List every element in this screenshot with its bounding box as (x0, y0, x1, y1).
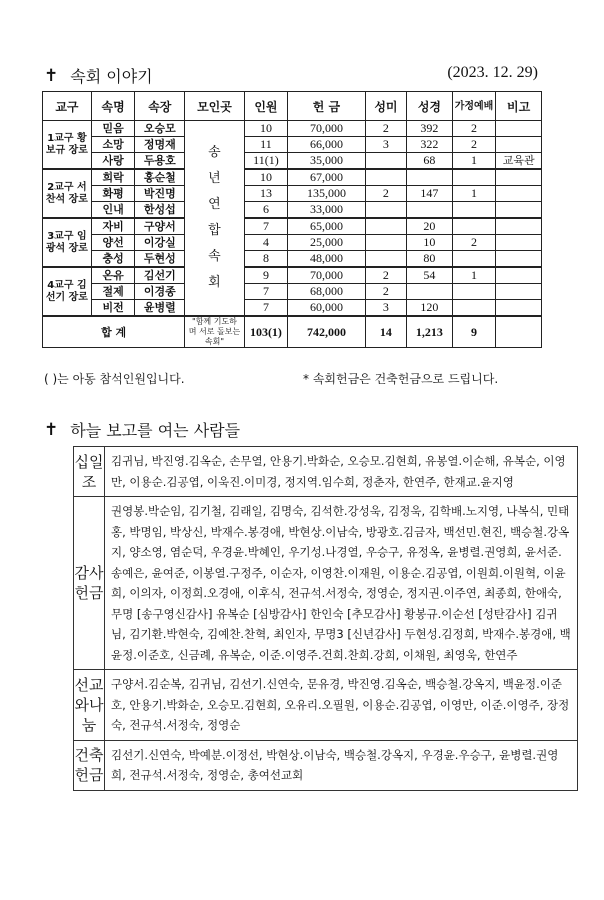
worship-cell (452, 251, 496, 268)
leader-cell: 이경종 (135, 284, 185, 300)
total-people: 103(1) (244, 316, 288, 348)
offering-cell: 67,000 (288, 169, 366, 186)
table-row (43, 153, 542, 170)
bible-cell: 80 (407, 251, 453, 268)
total-row (43, 316, 542, 348)
header-place: 모인곳 (185, 92, 244, 121)
sok-name-cell: 비전 (91, 300, 135, 317)
people-cell: 6 (244, 202, 288, 219)
table-row (43, 121, 542, 137)
worship-cell: 2 (452, 235, 496, 251)
leader-cell: 구양서 (135, 218, 185, 235)
note-cell (496, 137, 542, 153)
people-cell: 7 (244, 300, 288, 317)
people-cell: 8 (244, 251, 288, 268)
report-date: (2023. 12. 29) (447, 64, 538, 81)
rice-cell (365, 251, 406, 268)
donor-row (74, 497, 578, 670)
people-cell: 7 (244, 284, 288, 300)
note-cell (496, 300, 542, 317)
header-bible: 성경 (407, 92, 453, 121)
note-cell (496, 169, 542, 186)
bible-cell: 10 (407, 235, 453, 251)
offering-cell: 65,000 (288, 218, 366, 235)
rice-cell: 2 (365, 284, 406, 300)
total-worship: 9 (452, 316, 496, 348)
section1-title-text: 속회 이야기 (70, 67, 153, 86)
bible-cell: 54 (407, 267, 453, 284)
table-row (43, 267, 542, 284)
header-offering: 헌 금 (288, 92, 366, 121)
district-cell: 2교구 서찬석 장로 (43, 169, 92, 218)
worship-cell (452, 169, 496, 186)
table-row (43, 137, 542, 153)
attendance-table (42, 91, 542, 348)
offering-cell: 135,000 (288, 186, 366, 202)
leader-cell: 오승모 (135, 121, 185, 137)
worship-cell (452, 202, 496, 219)
donor-names: 권영봉.박순임, 김기철, 김래일, 김명숙, 김석한.강성욱, 김정욱, 김학배.노지영, 나복식, 민태홍, 박명임, 박상신, 박재수.봉경애, 박현상.이남숙, 방광호.김금자, 백선민.현진, 백승철.강옥지, 양소영, 염순덕, 우경윤.박혜인, 우기성.나경열, 우승구, 유정옥, 윤병렬.권영희, 윤서준.송예은, 윤여준, 이봉열.구정주, 이순자, 이영찬.이재원, 이용순.김공엽, 이원희.이원혁, 이윤희, 이의자, 이정희.오경애, 이후식, 전규석.서정숙, 정영순, 정지권.이주연, 최종희, 한애숙, 무명 [송구영신감사] 유복순 [심방감사] 한인숙 [추모감사] 황봉규.이순선 [성탄감사] 김귀님, 김기환.박현숙, 김예찬.찬혁, 최인자, 무명3 [신년감사] 두현성.김정희, 박재수.봉경애, 백윤정.이준호, 신금례, 유복순, 이준.이영주.건희.찬희.강희, 이채원, 최영욱, 한연주 (105, 497, 578, 670)
people-cell: 10 (244, 169, 288, 186)
worship-cell: 2 (452, 137, 496, 153)
note-cell: 교육관 (496, 153, 542, 170)
donor-names: 김선기.신연숙, 박예분.이정선, 박현상.이남숙, 백승철.강옥지, 우경윤.우승구, 윤병렬.권영희, 전규석.서정숙, 정영순, 총여선교회 (105, 740, 578, 790)
people-cell: 4 (244, 235, 288, 251)
sok-name-cell: 인내 (91, 202, 135, 219)
header-note: 비고 (496, 92, 542, 121)
rice-cell (365, 202, 406, 219)
worship-cell (452, 218, 496, 235)
leader-cell: 두용호 (135, 153, 185, 170)
people-cell: 11 (244, 137, 288, 153)
people-cell: 13 (244, 186, 288, 202)
people-cell: 11(1) (244, 153, 288, 170)
worship-cell (452, 284, 496, 300)
sok-name-cell: 양선 (91, 235, 135, 251)
note-cell (496, 251, 542, 268)
people-cell: 7 (244, 218, 288, 235)
donor-category: 감사헌금 (74, 497, 105, 670)
bible-cell: 120 (407, 300, 453, 317)
table-row (43, 169, 542, 186)
rice-cell (365, 235, 406, 251)
leader-cell: 박진명 (135, 186, 185, 202)
table-row (43, 202, 542, 219)
table-row (43, 284, 542, 300)
sok-name-cell: 충성 (91, 251, 135, 268)
total-bible: 1,213 (407, 316, 453, 348)
donor-category: 선교와나눔 (74, 670, 105, 741)
donor-table (73, 446, 578, 791)
worship-cell: 1 (452, 153, 496, 170)
offering-cell: 60,000 (288, 300, 366, 317)
sok-name-cell: 소망 (91, 137, 135, 153)
cross-icon: ✝ (44, 419, 59, 440)
donor-names: 김귀님, 박진영.김옥순, 손무열, 안용기.박화순, 오승모.김현희, 유봉열.이순해, 유복순, 이영만, 이용순.김공엽, 이욱진.이미경, 정지역.임수희, 정춘자, 한연주, 한재교.윤지영 (105, 447, 578, 497)
total-note (496, 316, 542, 348)
offering-note: * 속회헌금은 건축헌금으로 드립니다. (303, 372, 499, 386)
leader-cell: 홍순철 (135, 169, 185, 186)
bible-cell: 322 (407, 137, 453, 153)
rice-cell (365, 169, 406, 186)
offering-cell: 33,000 (288, 202, 366, 219)
leader-cell: 정명재 (135, 137, 185, 153)
section2-title-text: 하늘 보고를 여는 사람들 (70, 421, 241, 440)
donor-category: 십일조 (74, 447, 105, 497)
rice-cell: 2 (365, 121, 406, 137)
rice-cell: 3 (365, 137, 406, 153)
note-cell (496, 202, 542, 219)
sok-name-cell: 희락 (91, 169, 135, 186)
total-rice: 14 (365, 316, 406, 348)
note-cell (496, 235, 542, 251)
donor-names: 구양서.김순복, 김귀님, 김선기.신연숙, 문유경, 박진영.김옥순, 백승철.강옥지, 백윤정.이준호, 안용기.박화순, 오승모.김현희, 오유리.오필원, 이용순.김공엽, 이영만, 이준.이영주, 장정숙, 전규석.서정숙, 정영순 (105, 670, 578, 741)
note-cell (496, 121, 542, 137)
table-header-row (43, 92, 542, 121)
note-cell (496, 186, 542, 202)
total-annotation: "함께 기도하며 서로 돌보는 속회" (185, 316, 244, 348)
header-family-worship: 가정예배 (452, 92, 496, 121)
offering-cell: 48,000 (288, 251, 366, 268)
total-offering: 742,000 (288, 316, 366, 348)
offering-cell: 25,000 (288, 235, 366, 251)
leader-cell: 두현성 (135, 251, 185, 268)
note-cell (496, 267, 542, 284)
bible-cell: 68 (407, 153, 453, 170)
donor-row (74, 740, 578, 790)
sok-name-cell: 화평 (91, 186, 135, 202)
header-sok-name: 속명 (91, 92, 135, 121)
child-attendance-note: ( )는 아동 참석인원입니다. (44, 372, 185, 386)
offering-cell: 66,000 (288, 137, 366, 153)
worship-cell: 1 (452, 267, 496, 284)
leader-cell: 한성섭 (135, 202, 185, 219)
header-people: 인원 (244, 92, 288, 121)
sok-name-cell: 사랑 (91, 153, 135, 170)
section1-title (44, 64, 153, 87)
sok-name-cell: 절제 (91, 284, 135, 300)
people-cell: 9 (244, 267, 288, 284)
leader-cell: 김선기 (135, 267, 185, 284)
district-cell: 3교구 임광석 장로 (43, 218, 92, 267)
note-cell (496, 284, 542, 300)
worship-cell: 1 (452, 186, 496, 202)
rice-cell: 2 (365, 267, 406, 284)
note-cell (496, 218, 542, 235)
section2-title (44, 418, 240, 441)
table-row (43, 251, 542, 268)
bible-cell: 147 (407, 186, 453, 202)
donor-row (74, 670, 578, 741)
table-row (43, 235, 542, 251)
district-cell: 1교구 황보규 장로 (43, 121, 92, 170)
cross-icon: ✝ (44, 65, 59, 86)
people-cell: 10 (244, 121, 288, 137)
bible-cell (407, 202, 453, 219)
donor-row (74, 447, 578, 497)
sok-name-cell: 믿음 (91, 121, 135, 137)
header-district: 교구 (43, 92, 92, 121)
header-leader: 속장 (135, 92, 185, 121)
sok-name-cell: 온유 (91, 267, 135, 284)
table-row (43, 300, 542, 317)
bible-cell: 20 (407, 218, 453, 235)
rice-cell (365, 153, 406, 170)
leader-cell: 이강실 (135, 235, 185, 251)
offering-cell: 35,000 (288, 153, 366, 170)
rice-cell: 2 (365, 186, 406, 202)
offering-cell: 68,000 (288, 284, 366, 300)
rice-cell: 3 (365, 300, 406, 317)
donor-category: 건축헌금 (74, 740, 105, 790)
header-rice: 성미 (365, 92, 406, 121)
leader-cell: 윤병렬 (135, 300, 185, 317)
bible-cell (407, 169, 453, 186)
offering-cell: 70,000 (288, 267, 366, 284)
total-label: 합 계 (43, 316, 185, 348)
worship-cell (452, 300, 496, 317)
bible-cell: 392 (407, 121, 453, 137)
sok-name-cell: 자비 (91, 218, 135, 235)
offering-cell: 70,000 (288, 121, 366, 137)
rice-cell (365, 218, 406, 235)
table-row (43, 218, 542, 235)
district-cell: 4교구 김선기 장로 (43, 267, 92, 316)
place-cell: 송년연합속회 (185, 121, 244, 317)
table-row (43, 186, 542, 202)
bible-cell (407, 284, 453, 300)
worship-cell: 2 (452, 121, 496, 137)
